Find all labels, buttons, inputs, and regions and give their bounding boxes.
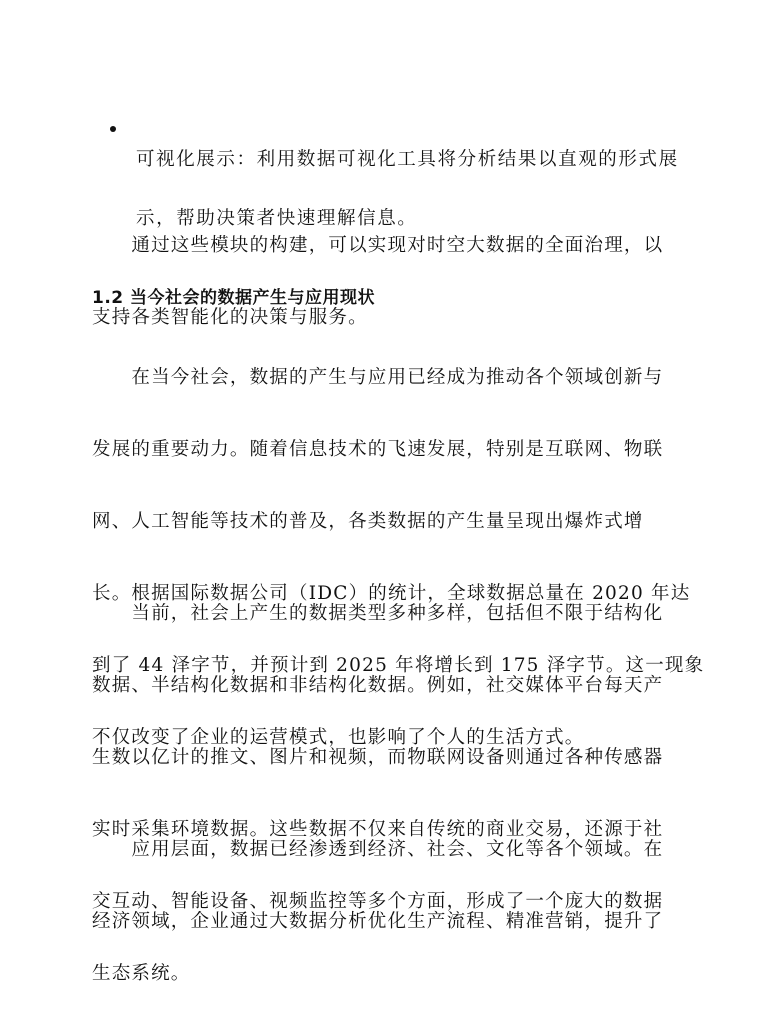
summary-line-2: 支持各类智能化的决策与服务。 (92, 307, 368, 328)
summary-line-1: 通过这些模块的构建，可以实现对时空大数据的全面治理，以 (92, 235, 664, 256)
paragraph1-line-2: 发展的重要动力。随着信息技术的飞速发展，特别是互联网、物联 (92, 439, 664, 460)
bullet-line-1: 可视化展示：利用数据可视化工具将分析结果以直观的形式展 (136, 149, 679, 170)
paragraph2-line-2: 数据、半结构化数据和非结构化数据。例如，社交媒体平台每天产 (92, 675, 664, 696)
paragraph3-line-1: 应用层面，数据已经渗透到经济、社会、文化等各个领域。在 (92, 839, 664, 860)
paragraph3-line-2: 经济领域，企业通过大数据分析优化生产流程、精准营销，提升了 (92, 911, 664, 932)
paragraph2-line-1: 当前，社会上产生的数据类型多种多样，包括但不限于结构化 (92, 603, 664, 624)
paragraph1-line-3: 网、人工智能等技术的普及，各类数据的产生量呈现出爆炸式增 (92, 511, 644, 532)
paragraph1-line-1: 在当今社会，数据的产生与应用已经成为推动各个领域创新与 (92, 367, 664, 388)
paragraph1-line-6: 不仅改变了企业的运营模式，也影响了个人的生活方式。 (92, 727, 585, 748)
paragraph2-line-5: 交互动、智能设备、视频监控等多个方面，形成了一个庞大的数据 (92, 891, 664, 912)
paragraph2-line-4: 实时采集环境数据。这些数据不仅来自传统的商业交易，还源于社 (92, 819, 664, 840)
bullet-dot-icon (110, 126, 116, 132)
bullet-line-2: 示，帮助决策者快速理解信息。 (136, 208, 418, 229)
paragraph2-line-6: 生态系统。 (92, 963, 191, 984)
section-heading: 1.2 当今社会的数据产生与应用现状 (92, 288, 376, 308)
paragraph2-line-3: 生数以亿计的推文、图片和视频，而物联网设备则通过各种传感器 (92, 747, 664, 768)
paragraph1-line-4: 长。根据国际数据公司（IDC）的统计，全球数据总量在 2020 年达 (92, 583, 691, 604)
paragraph-applications (92, 796, 676, 976)
paragraph1-line-5: 到了 44 泽字节，并预计到 2025 年将增长到 175 泽字节。这一现象 (92, 655, 705, 676)
